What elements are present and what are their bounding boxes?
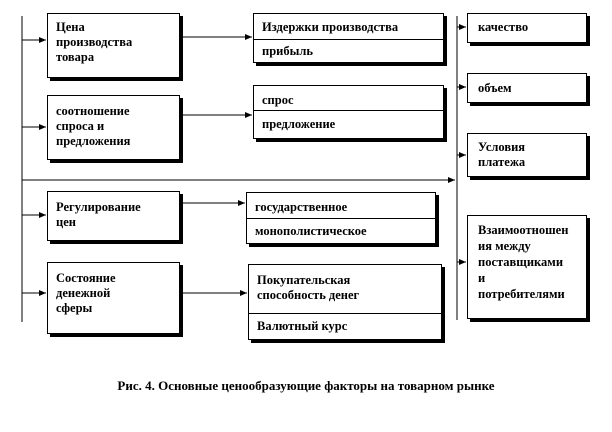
right-factor-box-1 (467, 13, 587, 43)
middle-divider (247, 218, 435, 219)
middle-item: монополистическое (255, 224, 367, 238)
middle-item: предложение (262, 117, 336, 131)
right-factor-label: объем (478, 81, 512, 95)
left-factor-label: Состояние денежной сферы (56, 271, 116, 315)
left-factor-box-3 (47, 191, 180, 241)
left-factor-box-1 (47, 13, 180, 78)
middle-item: спрос (262, 93, 294, 107)
middle-group-box-1 (253, 13, 444, 63)
right-factor-label: Условия платежа (478, 140, 526, 169)
middle-item: государственное (255, 200, 348, 214)
middle-item: Издержки производства (262, 20, 399, 34)
middle-group-box-4 (248, 264, 442, 340)
middle-divider (254, 110, 443, 111)
left-factor-box-4 (47, 262, 180, 334)
middle-group-box-2 (253, 85, 444, 139)
right-factor-label: качество (478, 20, 529, 34)
right-factor-box-4 (467, 215, 587, 319)
middle-divider (249, 313, 441, 314)
left-factor-label: соотношение спроса и предложения (56, 104, 131, 148)
figure-caption: Рис. 4. Основные ценообразующие факторы на товарном рынке (117, 378, 495, 393)
left-factor-label: Регулирование цен (56, 200, 141, 229)
right-factor-box-2 (467, 73, 587, 103)
middle-item: Валютный курс (257, 319, 348, 333)
left-factor-label: Цена производства товара (56, 20, 133, 64)
middle-group-box-3 (246, 192, 436, 244)
middle-item: прибыль (262, 44, 313, 58)
right-factor-label: Взаимоотношен ия между поставщиками и потребителями (478, 223, 569, 301)
left-factor-box-2 (47, 95, 180, 160)
right-factor-box-3 (467, 133, 587, 177)
middle-item: Покупательская способность денег (257, 273, 360, 302)
middle-divider (254, 39, 443, 40)
